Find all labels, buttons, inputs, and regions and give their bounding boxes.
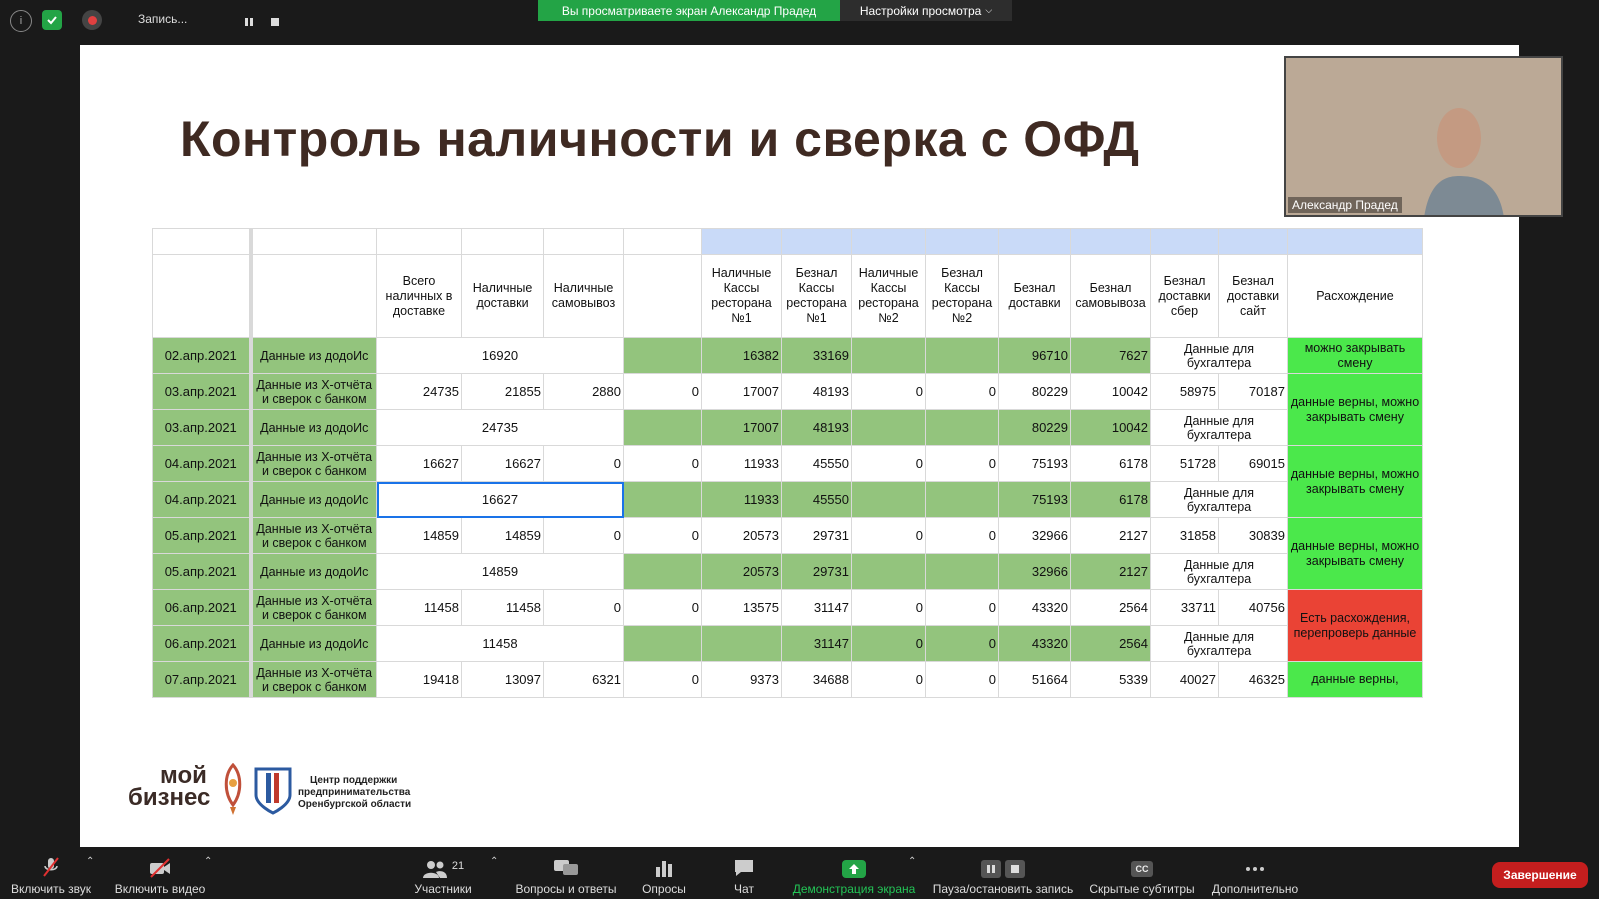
table-cell[interactable]: 0: [852, 374, 926, 410]
note-cell[interactable]: Данные для бухгалтера: [1151, 482, 1288, 518]
table-cell[interactable]: [852, 410, 926, 446]
table-cell[interactable]: 51728: [1151, 446, 1219, 482]
table-cell[interactable]: 51664: [999, 662, 1071, 698]
table-cell[interactable]: 0: [544, 590, 624, 626]
date-cell[interactable]: 03.апр.2021: [153, 374, 251, 410]
shield-icon[interactable]: [42, 10, 62, 30]
table-cell[interactable]: 0: [926, 662, 999, 698]
source-cell[interactable]: Данные из додоИс: [251, 554, 377, 590]
status-cell[interactable]: можно закрывать смену: [1288, 338, 1423, 374]
column-header[interactable]: Безнал доставки сбер: [1151, 255, 1219, 338]
support-center-emblem-icon: [252, 765, 294, 815]
table-cell[interactable]: 75193: [999, 482, 1071, 518]
table-row: [153, 410, 1423, 446]
pause-stop-recording-button[interactable]: [930, 848, 1076, 899]
header-band-cell[interactable]: [702, 229, 782, 255]
table-cell[interactable]: [926, 410, 999, 446]
column-header[interactable]: Всего наличных в доставке: [377, 255, 462, 338]
table-cell[interactable]: 30839: [1219, 518, 1288, 554]
table-cell[interactable]: 16627: [377, 446, 462, 482]
more-label: Дополнительно: [1211, 882, 1299, 896]
table-cell[interactable]: 2564: [1071, 626, 1151, 662]
table-cell[interactable]: 31147: [782, 590, 852, 626]
table-cell[interactable]: 0: [852, 662, 926, 698]
table-row: [153, 662, 1423, 698]
table-cell[interactable]: 43320: [999, 590, 1071, 626]
rocket-logo-icon: [218, 763, 248, 815]
source-cell[interactable]: Данные из Х-отчёта и сверок с банком: [251, 590, 377, 626]
table-cell[interactable]: 11933: [702, 446, 782, 482]
note-cell[interactable]: Данные для бухгалтера: [1151, 554, 1288, 590]
table-cell[interactable]: 13097: [462, 662, 544, 698]
table-cell[interactable]: 48193: [782, 374, 852, 410]
date-cell[interactable]: 02.апр.2021: [153, 338, 251, 374]
mic-off-icon: [41, 856, 61, 878]
header-band-cell[interactable]: [926, 229, 999, 255]
table-cell[interactable]: [852, 554, 926, 590]
closed-captions-button[interactable]: [1088, 848, 1196, 899]
header-band-cell[interactable]: [624, 229, 702, 255]
video-options-caret-icon[interactable]: ⌃: [204, 856, 213, 867]
source-cell[interactable]: Данные из Х-отчёта и сверок с банком: [251, 662, 377, 698]
date-cell[interactable]: 07.апр.2021: [153, 662, 251, 698]
date-cell[interactable]: 06.апр.2021: [153, 590, 251, 626]
chat-icon: [733, 858, 755, 878]
source-cell[interactable]: Данные из додоИс: [251, 482, 377, 518]
table-cell[interactable]: 11458: [377, 590, 462, 626]
header-band-cell[interactable]: [999, 229, 1071, 255]
participants-label: Участники: [414, 882, 472, 896]
table-cell[interactable]: 21855: [462, 374, 544, 410]
table-cell[interactable]: 2127: [1071, 554, 1151, 590]
table-cell[interactable]: 0: [926, 626, 999, 662]
header-band-cell[interactable]: [544, 229, 624, 255]
source-cell[interactable]: Данные из Х-отчёта и сверок с банком: [251, 374, 377, 410]
table-cell[interactable]: 0: [624, 518, 702, 554]
header-band-cell[interactable]: [377, 229, 462, 255]
table-cell[interactable]: 29731: [782, 518, 852, 554]
column-header[interactable]: Наличные Кассы ресторана №1: [702, 255, 782, 338]
table-cell[interactable]: 6321: [544, 662, 624, 698]
polls-label: Опросы: [642, 882, 686, 896]
header-band-cell[interactable]: [1071, 229, 1151, 255]
status-cell[interactable]: данные верны, можно закрывать смену: [1288, 446, 1423, 518]
table-cell[interactable]: 6178: [1071, 482, 1151, 518]
table-cell[interactable]: 20573: [702, 518, 782, 554]
merged-total-cell[interactable]: 24735: [377, 410, 624, 446]
qa-icon: [553, 858, 579, 878]
column-header[interactable]: [624, 255, 702, 338]
note-cell[interactable]: Данные для бухгалтера: [1151, 410, 1288, 446]
table-cell[interactable]: 75193: [999, 446, 1071, 482]
more-button[interactable]: [1208, 848, 1302, 899]
header-band-cell[interactable]: [153, 229, 251, 255]
unmute-label: Включить звук: [10, 882, 92, 896]
table-cell[interactable]: 34688: [782, 662, 852, 698]
more-icon: [1244, 860, 1266, 878]
column-header[interactable]: Расхождение: [1288, 255, 1423, 338]
table-cell[interactable]: 6178: [1071, 446, 1151, 482]
participants-icon: [422, 860, 448, 878]
table-cell[interactable]: 17007: [702, 410, 782, 446]
column-header[interactable]: Безнал самовывоза: [1071, 255, 1151, 338]
stop-recording-button[interactable]: [270, 14, 280, 24]
header-band-cell[interactable]: [782, 229, 852, 255]
status-cell[interactable]: Есть расхождения, перепроверь данные: [1288, 590, 1423, 662]
share-screen-button[interactable]: [790, 848, 918, 899]
header-band-cell[interactable]: [1288, 229, 1423, 255]
participants-button[interactable]: [408, 848, 478, 899]
table-cell[interactable]: [926, 554, 999, 590]
table-row: [153, 374, 1423, 410]
status-cell[interactable]: данные верны, можно закрывать смену: [1288, 518, 1423, 590]
table-cell[interactable]: 0: [624, 662, 702, 698]
table-cell[interactable]: [852, 482, 926, 518]
unmute-button[interactable]: [6, 848, 96, 899]
table-cell[interactable]: 11933: [702, 482, 782, 518]
end-meeting-button[interactable]: Завершение: [1492, 862, 1588, 888]
table-cell[interactable]: 19418: [377, 662, 462, 698]
share-options-caret-icon[interactable]: ⌃: [908, 856, 917, 867]
table-cell[interactable]: [702, 626, 782, 662]
table-cell[interactable]: 0: [852, 626, 926, 662]
source-cell[interactable]: Данные из додоИс: [251, 410, 377, 446]
column-header[interactable]: Наличные Кассы ресторана №2: [852, 255, 926, 338]
merged-total-cell[interactable]: 14859: [377, 554, 624, 590]
table-row: [153, 590, 1423, 626]
source-cell[interactable]: Данные из додоИс: [251, 338, 377, 374]
moy-biznes-logo: мой бизнес: [128, 762, 211, 811]
table-cell[interactable]: 16627: [462, 446, 544, 482]
polls-button[interactable]: [638, 848, 690, 899]
participant-name: Александр Прадед: [1288, 197, 1402, 213]
participant-avatar: [1424, 98, 1544, 217]
note-cell[interactable]: Данные для бухгалтера: [1151, 626, 1288, 662]
pause-stop-label: Пауза/остановить запись: [932, 882, 1074, 896]
table-cell[interactable]: 11458: [462, 590, 544, 626]
table-cell[interactable]: 14859: [462, 518, 544, 554]
start-video-button[interactable]: [114, 848, 206, 899]
audio-options-caret-icon[interactable]: ⌃: [86, 856, 95, 867]
chat-label: Чат: [734, 882, 754, 896]
recording-icon: [82, 10, 102, 30]
table-cell[interactable]: 0: [544, 446, 624, 482]
table-cell[interactable]: 40027: [1151, 662, 1219, 698]
status-cell[interactable]: данные верны,: [1288, 662, 1423, 698]
column-header[interactable]: [251, 255, 377, 338]
table-cell[interactable]: [624, 410, 702, 446]
table-cell[interactable]: 0: [624, 590, 702, 626]
table-cell[interactable]: 0: [926, 374, 999, 410]
header-band-cell[interactable]: [462, 229, 544, 255]
table-cell[interactable]: 31858: [1151, 518, 1219, 554]
note-cell[interactable]: Данные для бухгалтера: [1151, 338, 1288, 374]
column-header[interactable]: Безнал доставки сайт: [1219, 255, 1288, 338]
table-cell[interactable]: 2127: [1071, 518, 1151, 554]
date-cell[interactable]: 06.апр.2021: [153, 626, 251, 662]
table-cell[interactable]: 31147: [782, 626, 852, 662]
table-cell[interactable]: 45550: [782, 446, 852, 482]
merged-total-cell[interactable]: 16920: [377, 338, 624, 374]
source-cell[interactable]: Данные из Х-отчёта и сверок с банком: [251, 518, 377, 554]
date-cell[interactable]: 05.апр.2021: [153, 518, 251, 554]
table-cell[interactable]: 24735: [377, 374, 462, 410]
table-cell[interactable]: 40756: [1219, 590, 1288, 626]
table-cell[interactable]: 0: [852, 518, 926, 554]
source-cell[interactable]: Данные из додоИс: [251, 626, 377, 662]
table-cell[interactable]: 43320: [999, 626, 1071, 662]
table-cell[interactable]: [926, 482, 999, 518]
table-cell[interactable]: [926, 338, 999, 374]
table-cell[interactable]: 48193: [782, 410, 852, 446]
date-cell[interactable]: 03.апр.2021: [153, 410, 251, 446]
table-cell[interactable]: 0: [624, 446, 702, 482]
slide-title: Контроль наличности и сверка с ОФД: [180, 111, 1140, 167]
table-cell[interactable]: 33711: [1151, 590, 1219, 626]
chat-button[interactable]: [724, 848, 764, 899]
date-cell[interactable]: 05.апр.2021: [153, 554, 251, 590]
column-header[interactable]: Безнал Кассы ресторана №1: [782, 255, 852, 338]
meeting-toolbar: [0, 848, 1599, 899]
column-header[interactable]: [153, 255, 251, 338]
table-cell[interactable]: 70187: [1219, 374, 1288, 410]
table-cell[interactable]: 0: [852, 590, 926, 626]
date-cell[interactable]: 04.апр.2021: [153, 482, 251, 518]
column-header[interactable]: Безнал Кассы ресторана №2: [926, 255, 999, 338]
start-video-label: Включить видео: [114, 882, 206, 896]
table-cell[interactable]: 5339: [1071, 662, 1151, 698]
table-cell[interactable]: 32966: [999, 554, 1071, 590]
qa-label: Вопросы и ответы: [515, 882, 617, 896]
top-bar: [0, 0, 1599, 42]
participants-caret-icon[interactable]: ⌃: [490, 856, 499, 867]
table-cell[interactable]: 10042: [1071, 410, 1151, 446]
header-band-cell[interactable]: [251, 229, 377, 255]
table-cell[interactable]: 29731: [782, 554, 852, 590]
merged-total-cell[interactable]: 16627: [377, 482, 624, 518]
table-cell[interactable]: 17007: [702, 374, 782, 410]
table-cell[interactable]: 2880: [544, 374, 624, 410]
table-cell[interactable]: 20573: [702, 554, 782, 590]
table-cell[interactable]: 96710: [999, 338, 1071, 374]
table-cell[interactable]: 0: [926, 446, 999, 482]
table-cell[interactable]: 0: [544, 518, 624, 554]
participant-video[interactable]: [1284, 56, 1563, 217]
table-cell[interactable]: 13575: [702, 590, 782, 626]
table-cell[interactable]: [624, 554, 702, 590]
closed-captions-label: Скрытые субтитры: [1089, 882, 1195, 896]
table-cell[interactable]: 58975: [1151, 374, 1219, 410]
table-cell[interactable]: 0: [926, 518, 999, 554]
table-cell[interactable]: 2564: [1071, 590, 1151, 626]
merged-total-cell[interactable]: 11458: [377, 626, 624, 662]
column-header[interactable]: Наличные самовывоз: [544, 255, 624, 338]
table-row: [153, 626, 1423, 662]
cc-icon: CC: [1131, 861, 1153, 877]
recording-label: Запись...: [138, 12, 188, 26]
table-cell[interactable]: 7627: [1071, 338, 1151, 374]
pause-recording-button[interactable]: [244, 14, 254, 24]
status-cell[interactable]: данные верны, можно закрывать смену: [1288, 374, 1423, 446]
chevron-down-icon: ⌵: [985, 5, 993, 15]
header-band-cell[interactable]: [1151, 229, 1219, 255]
info-icon[interactable]: i: [10, 10, 32, 32]
viewing-banner: Вы просматриваете экран Александр Прадед: [538, 0, 840, 21]
share-screen-label: Демонстрация экрана: [792, 882, 916, 896]
table-cell[interactable]: 16382: [702, 338, 782, 374]
table-cell[interactable]: 0: [624, 374, 702, 410]
table-cell[interactable]: 46325: [1219, 662, 1288, 698]
table-cell[interactable]: 0: [926, 590, 999, 626]
pause-stop-icon: [981, 860, 1025, 878]
table-cell[interactable]: 80229: [999, 374, 1071, 410]
table-cell[interactable]: [852, 338, 926, 374]
polls-icon: [654, 858, 674, 878]
table-row: [153, 446, 1423, 482]
table-cell[interactable]: 9373: [702, 662, 782, 698]
table-row: [153, 554, 1423, 590]
table-row: [153, 518, 1423, 554]
view-options-label: Настройки просмотра: [859, 3, 982, 18]
table-cell[interactable]: 33169: [782, 338, 852, 374]
table-cell[interactable]: 14859: [377, 518, 462, 554]
view-options-dropdown[interactable]: [840, 0, 1012, 21]
date-cell[interactable]: 04.апр.2021: [153, 446, 251, 482]
share-screen-icon: [842, 860, 866, 878]
column-header[interactable]: Наличные доставки: [462, 255, 544, 338]
table-row: [153, 482, 1423, 518]
qa-button[interactable]: [512, 848, 620, 899]
table-cell[interactable]: 45550: [782, 482, 852, 518]
header-band-cell[interactable]: [1219, 229, 1288, 255]
video-off-icon: [148, 858, 172, 878]
table-row: [153, 338, 1423, 374]
spreadsheet-table: [152, 228, 1423, 698]
table-cell[interactable]: 32966: [999, 518, 1071, 554]
header-band-cell[interactable]: [852, 229, 926, 255]
support-center-logo-text: Центр поддержки предпринимательства Оренбургской области: [298, 775, 412, 810]
table-cell[interactable]: [624, 338, 702, 374]
table-cell[interactable]: 69015: [1219, 446, 1288, 482]
table-cell[interactable]: 0: [852, 446, 926, 482]
table-cell[interactable]: [624, 626, 702, 662]
column-header[interactable]: Безнал доставки: [999, 255, 1071, 338]
table-cell[interactable]: 80229: [999, 410, 1071, 446]
source-cell[interactable]: Данные из Х-отчёта и сверок с банком: [251, 446, 377, 482]
table-cell[interactable]: 10042: [1071, 374, 1151, 410]
participants-count: 21: [451, 860, 465, 872]
table-cell[interactable]: [624, 482, 702, 518]
